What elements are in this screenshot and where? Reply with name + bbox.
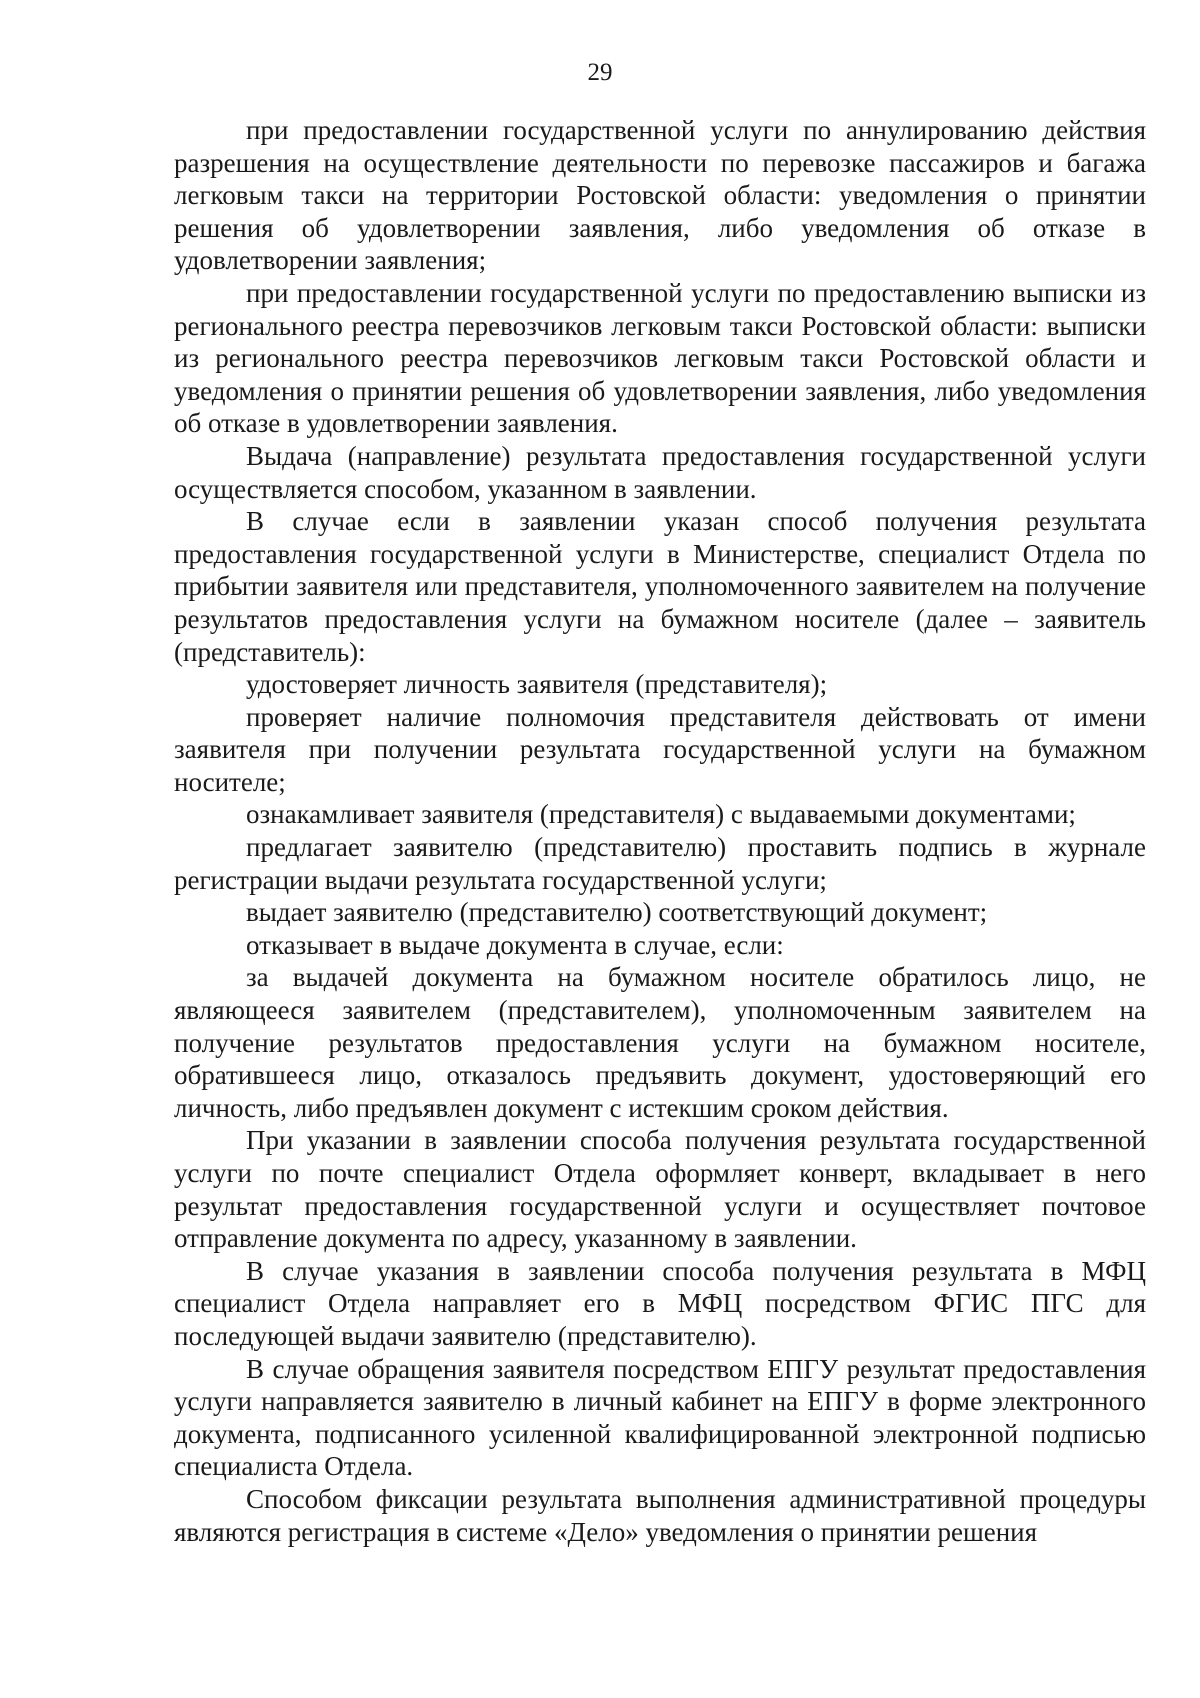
- paragraph-registry-extract-result: при предоставлении государственной услуги по предоставлению выписки из регионального реестра перевозчиков легковым такси Ростовской области: выписки из регионального реестра перевозчиков легковым такси Ростовской области и уведомления о принятии решения об удовлетворении заявления, либо уведомления об отказе в удовлетворении заявления.: [174, 277, 1146, 439]
- document-body: [174, 114, 1146, 1548]
- paragraph-refusal-conditions: отказывает в выдаче документа в случае, если:: [246, 929, 784, 960]
- paragraph-epgu-delivery: В случае обращения заявителя посредством ЕПГУ результат предоставления услуги направляется заявителю в личный кабинет на ЕПГУ в форме электронного документа, подписанного усиленной квалифицированной электронной подписью специалиста Отдела.: [174, 1353, 1146, 1482]
- paragraph-check-authority: проверяет наличие полномочия представителя действовать от имени заявителя при получении результата государственной услуги на бумажном носителе;: [174, 701, 1146, 797]
- paragraph-signature-journal: предлагает заявителю (представителю) проставить подпись в журнале регистрации выдачи результата государственной услуги;: [174, 832, 1146, 895]
- paragraph-result-recording: Способом фиксации результата выполнения административной процедуры являются регистрация в системе «Дело» уведомления о принятии решения: [174, 1483, 1146, 1547]
- paragraph-result-delivery-method: Выдача (направление) результата предоставления государственной услуги осуществляется способом, указанном в заявлении.: [174, 440, 1146, 504]
- paragraph-ministry-pickup: В случае если в заявлении указан способ получения результата предоставления государственной услуги в Министерстве, специалист Отдела по прибытии заявителя или представителя, уполномоченного заявителем на получение результатов предоставления услуги на бумажном носителе (далее – заявитель (представитель):: [174, 506, 1146, 667]
- page-number: 29: [587, 59, 613, 86]
- paragraph-mfc-delivery: В случае указания в заявлении способа получения результата в МФЦ специалист Отдела направляет его в МФЦ посредством ФГИС ПГС для последующей выдачи заявителю (представителю).: [174, 1255, 1146, 1351]
- paragraph-postal-delivery: При указании в заявлении способа получения результата государственной услуги по почте специалист Отдела оформляет конверт, вкладывает в него результат предоставления государственной услуги и осуществляет почтовое отправление документа по адресу, указанному в заявлении.: [174, 1125, 1146, 1254]
- paragraph-verify-identity: удостоверяет личность заявителя (представителя);: [246, 669, 828, 700]
- paragraph-familiarize: ознакамливает заявителя (представителя) с выдаваемыми документами;: [246, 799, 1076, 830]
- paragraph-refusal-cases: за выдачей документа на бумажном носителе обратилось лицо, не являющееся заявителем (представителем), уполномоченным заявителем на получение результатов предоставления услуги на бумажном носителе, обратившееся лицо, отказалось предъявить документ, удостоверяющий его личность, либо предъявлен документ с истекшим сроком действия.: [174, 962, 1146, 1123]
- paragraph-annulment-result: при предоставлении государственной услуги по аннулированию действия разрешения на осуществление деятельности по перевозке пассажиров и багажа легковым такси на территории Ростовской области: уведомления о принятии решения об удовлетворении заявления, либо уведомления об отказе в удовлетворении заявления;: [174, 115, 1146, 276]
- paragraph-issue-document: выдает заявителю (представителю) соответствующий документ;: [246, 897, 988, 928]
